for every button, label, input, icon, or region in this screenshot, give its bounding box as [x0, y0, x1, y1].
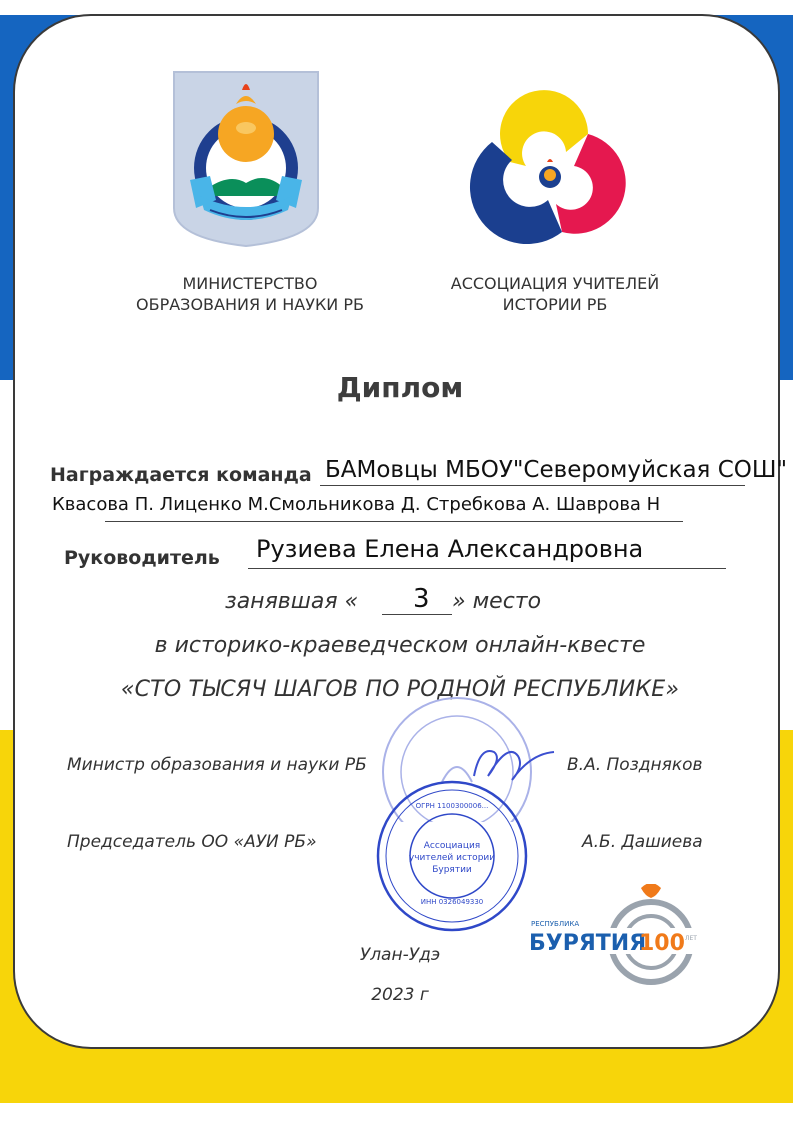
- ministry-name-line-2: ОБРАЗОВАНИЯ И НАУКИ РБ: [136, 295, 364, 314]
- ministry-name-line-1: МИНИСТЕРСТВО: [182, 274, 318, 293]
- place-prefix: занявшая «: [225, 589, 359, 614]
- place-value: 3: [413, 584, 430, 614]
- svg-text:Ассоциация: Ассоциация: [423, 841, 481, 851]
- members-underline: [105, 521, 683, 522]
- event-name: «СТО ТЫСЯЧ ШАГОВ ПО РОДНОЙ РЕСПУБЛИКЕ»: [120, 677, 680, 702]
- svg-text:ИНН 0326049330: ИНН 0326049330: [420, 898, 484, 906]
- svg-text:ЛЕТ: ЛЕТ: [685, 935, 697, 942]
- svg-text:учителей истории: учителей истории: [408, 853, 496, 863]
- city: Улан-Удэ: [359, 945, 441, 965]
- signature-position-chairman: Председатель ОО «АУИ РБ»: [67, 832, 317, 852]
- team-name: БАМовцы МБОУ"Северомуйская СОШ": [325, 457, 788, 483]
- team-underline: [320, 485, 745, 486]
- signature-name-chairman: А.Б. Дашиева: [582, 832, 703, 852]
- place-suffix: » место: [452, 589, 542, 614]
- association-name-line-1: АССОЦИАЦИЯ УЧИТЕЛЕЙ: [450, 274, 660, 293]
- association-name: [420, 273, 690, 315]
- event-line: в историко-краеведческом онлайн-квесте: [154, 633, 646, 658]
- year: 2023 г: [371, 985, 429, 1005]
- signature-position-minister: Министр образования и науки РБ: [67, 755, 367, 775]
- place-underline: [382, 614, 452, 615]
- svg-text:100: 100: [639, 931, 685, 956]
- team-members: Квасова П. Лиценко М.Смольникова Д. Стребкова А. Шаврова Н: [52, 494, 661, 515]
- leader-label: Руководитель: [64, 547, 220, 569]
- buryatia-100-jubilee-logo-icon: [527, 884, 707, 996]
- svg-text:Бурятии: Бурятии: [432, 865, 472, 875]
- association-name-line-2: ИСТОРИИ РБ: [502, 295, 608, 314]
- svg-text:ОГРН 1100300006...: ОГРН 1100300006...: [415, 802, 489, 810]
- leader-underline: [248, 568, 726, 569]
- svg-text:БУРЯТИЯ: БУРЯТИЯ: [529, 931, 647, 956]
- svg-text:РЕСПУБЛИКА: РЕСПУБЛИКА: [531, 920, 580, 928]
- diploma-title: Диплом: [336, 371, 464, 404]
- history-teachers-association-logo-icon: [462, 82, 638, 250]
- signature-name-minister: В.А. Поздняков: [567, 755, 703, 775]
- buryatia-coat-of-arms-icon: [170, 68, 322, 248]
- ministry-name: [110, 273, 390, 315]
- team-label: Награждается команда: [50, 464, 312, 486]
- leader-name: Рузиева Елена Александровна: [256, 535, 644, 563]
- association-stamp-icon: [374, 778, 530, 934]
